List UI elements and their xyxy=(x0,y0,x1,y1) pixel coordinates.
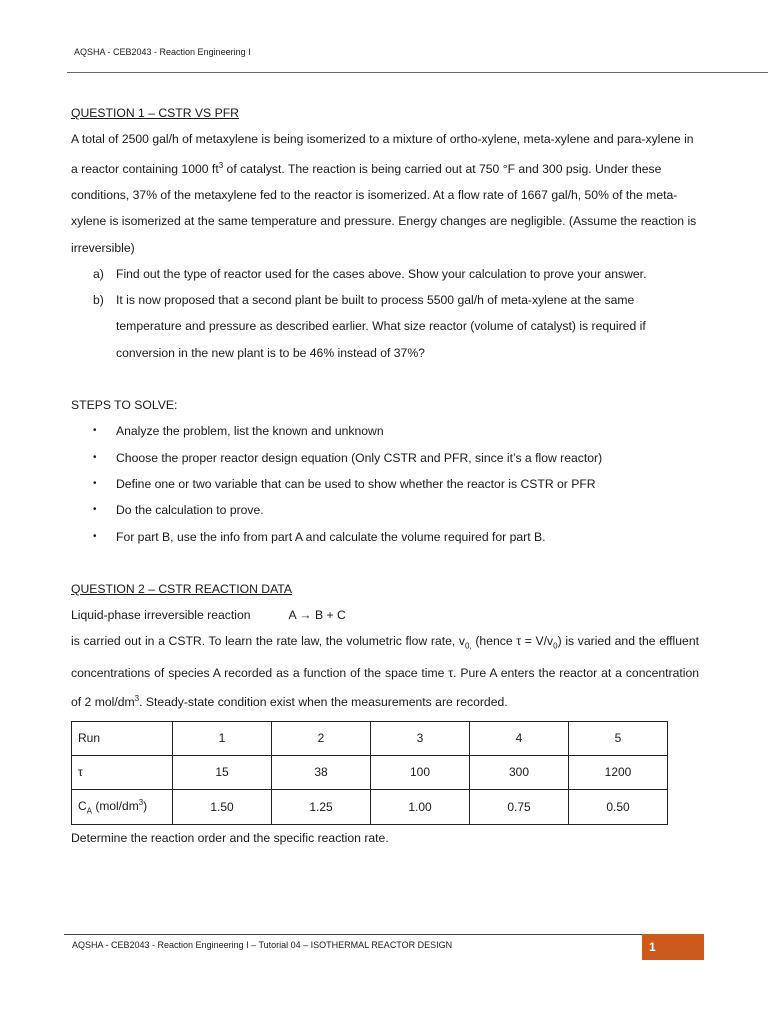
table-cell: 0.50 xyxy=(569,789,668,825)
question-1-part-a xyxy=(71,261,699,287)
data-table xyxy=(71,721,668,826)
table-cell: 300 xyxy=(470,755,569,789)
ca-symbol: C xyxy=(78,798,87,813)
question-1-text xyxy=(71,126,699,261)
bullet-icon: • xyxy=(93,530,97,542)
step-text: Analyze the problem, list the known and unknown xyxy=(116,424,384,439)
step-text: Do the calculation to prove. xyxy=(116,503,264,518)
page-header: AQSHA - CEB2043 - Reaction Engineering I xyxy=(74,47,251,57)
steps-title: STEPS TO SOLVE: xyxy=(71,398,178,413)
bullet-icon: • xyxy=(93,504,97,516)
page-footer: AQSHA - CEB2043 - Reaction Engineering I – Tutorial 04 – ISOTHERMAL REACTOR DESIGN xyxy=(72,940,453,950)
q1-text-part-b: of catalyst. The reaction is being carried out at 750 °F and 300 psig. Under these conditions, 37% of the metaxylene fed to the reactor is isomerized. At a flow rate of 1667 gal/h, 50% of the meta-xylene is isomerized at the same temperature and pressure. Energy changes are negligible. (Assume the reaction is irreversible) xyxy=(71,161,697,255)
ca-unit: (mol/dm xyxy=(92,798,139,813)
table-row xyxy=(72,755,668,789)
table-cell: 38 xyxy=(272,755,371,789)
table-cell: 5 xyxy=(569,721,668,755)
part-label: a) xyxy=(93,266,104,281)
list-item xyxy=(71,524,699,550)
bullet-icon: • xyxy=(93,477,97,489)
table-cell: 1.50 xyxy=(173,789,272,825)
reaction-label: Liquid-phase irreversible reaction xyxy=(71,608,251,623)
table-cell: 0.75 xyxy=(470,789,569,825)
page-body xyxy=(71,100,699,852)
table-cell: 1.25 xyxy=(272,789,371,825)
spacer xyxy=(71,550,699,576)
list-item xyxy=(71,497,699,523)
q1-text-sup: 3 xyxy=(218,160,224,170)
step-text: For part B, use the info from part A and calculate the volume required for part B. xyxy=(116,529,546,544)
reaction-line xyxy=(71,602,699,628)
list-item xyxy=(71,418,699,444)
q2-sub-2: 0 xyxy=(553,641,558,651)
footer-rule xyxy=(64,934,642,935)
list-item xyxy=(71,471,699,497)
step-text: Choose the proper reactor design equation (Only CSTR and PFR, since it’s a flow reactor) xyxy=(116,450,603,465)
row-header-tau: τ xyxy=(72,755,173,789)
table-cell: 3 xyxy=(371,721,470,755)
part-text: It is now proposed that a second plant be built to process 5500 gal/h of meta-xylene at the same temperature and pressure as described earlier. What size reactor (volume of catalyst) is required if conversion in the new plant is to be 46% instead of 37%? xyxy=(116,293,646,360)
table-cell: 4 xyxy=(470,721,569,755)
ca-unit-sup: 3 xyxy=(138,797,144,807)
bullet-icon: • xyxy=(93,451,97,463)
q2-text-2: (hence τ = V/v xyxy=(471,634,554,649)
question-2-text xyxy=(71,628,699,715)
table-cell: 1.00 xyxy=(371,789,470,825)
part-label: b) xyxy=(93,293,104,308)
question-2-title: QUESTION 2 – CSTR REACTION DATA xyxy=(71,581,292,596)
q2-text-3: ) is varied and the effluent concentrations of species A recorded as a function of the space time τ. Pure A enters the reactor at a concentration of 2 mol/dm xyxy=(71,634,699,710)
table-cell: 15 xyxy=(173,755,272,789)
q2-sub-1: 0, xyxy=(465,641,472,651)
question-1-parts xyxy=(71,261,699,366)
ca-subscript: A xyxy=(86,806,93,816)
question-1-title: QUESTION 1 – CSTR VS PFR xyxy=(71,106,239,120)
step-text: Define one or two variable that can be used to show whether the reactor is CSTR or PFR xyxy=(116,476,596,491)
ca-unit-close: ) xyxy=(143,798,148,813)
row-header-run: Run xyxy=(72,721,173,755)
header-rule xyxy=(67,72,768,73)
q2-sup: 3 xyxy=(134,694,140,704)
table-cell: 1 xyxy=(173,721,272,755)
reaction-equation: A → B + C xyxy=(288,608,346,623)
question-2-task: Determine the reaction order and the specific reaction rate. xyxy=(71,831,389,846)
table-row xyxy=(72,721,668,755)
q2-text-1: is carried out in a CSTR. To learn the rate law, the volumetric flow rate, v xyxy=(71,634,466,649)
row-header-ca xyxy=(72,789,173,825)
table-cell: 2 xyxy=(272,721,371,755)
steps-list xyxy=(71,418,699,549)
q1-text-part-a: A total of 2500 gal/h of metaxylene is being isomerized to a mixture of ortho-xylene, meta-xylene and para-xylene in a reactor containing 1000 ft xyxy=(71,132,694,176)
table-cell: 1200 xyxy=(569,755,668,789)
part-text: Find out the type of reactor used for the cases above. Show your calculation to prove your answer. xyxy=(116,266,647,281)
q2-text-4: . Steady-state condition exist when the measurements are recorded. xyxy=(139,695,508,710)
bullet-icon: • xyxy=(93,425,97,437)
table-cell: 100 xyxy=(371,755,470,789)
page-number: 1 xyxy=(642,934,704,960)
table-row xyxy=(72,789,668,825)
spacer xyxy=(71,366,699,392)
question-1-part-b xyxy=(71,287,699,366)
list-item xyxy=(71,445,699,471)
